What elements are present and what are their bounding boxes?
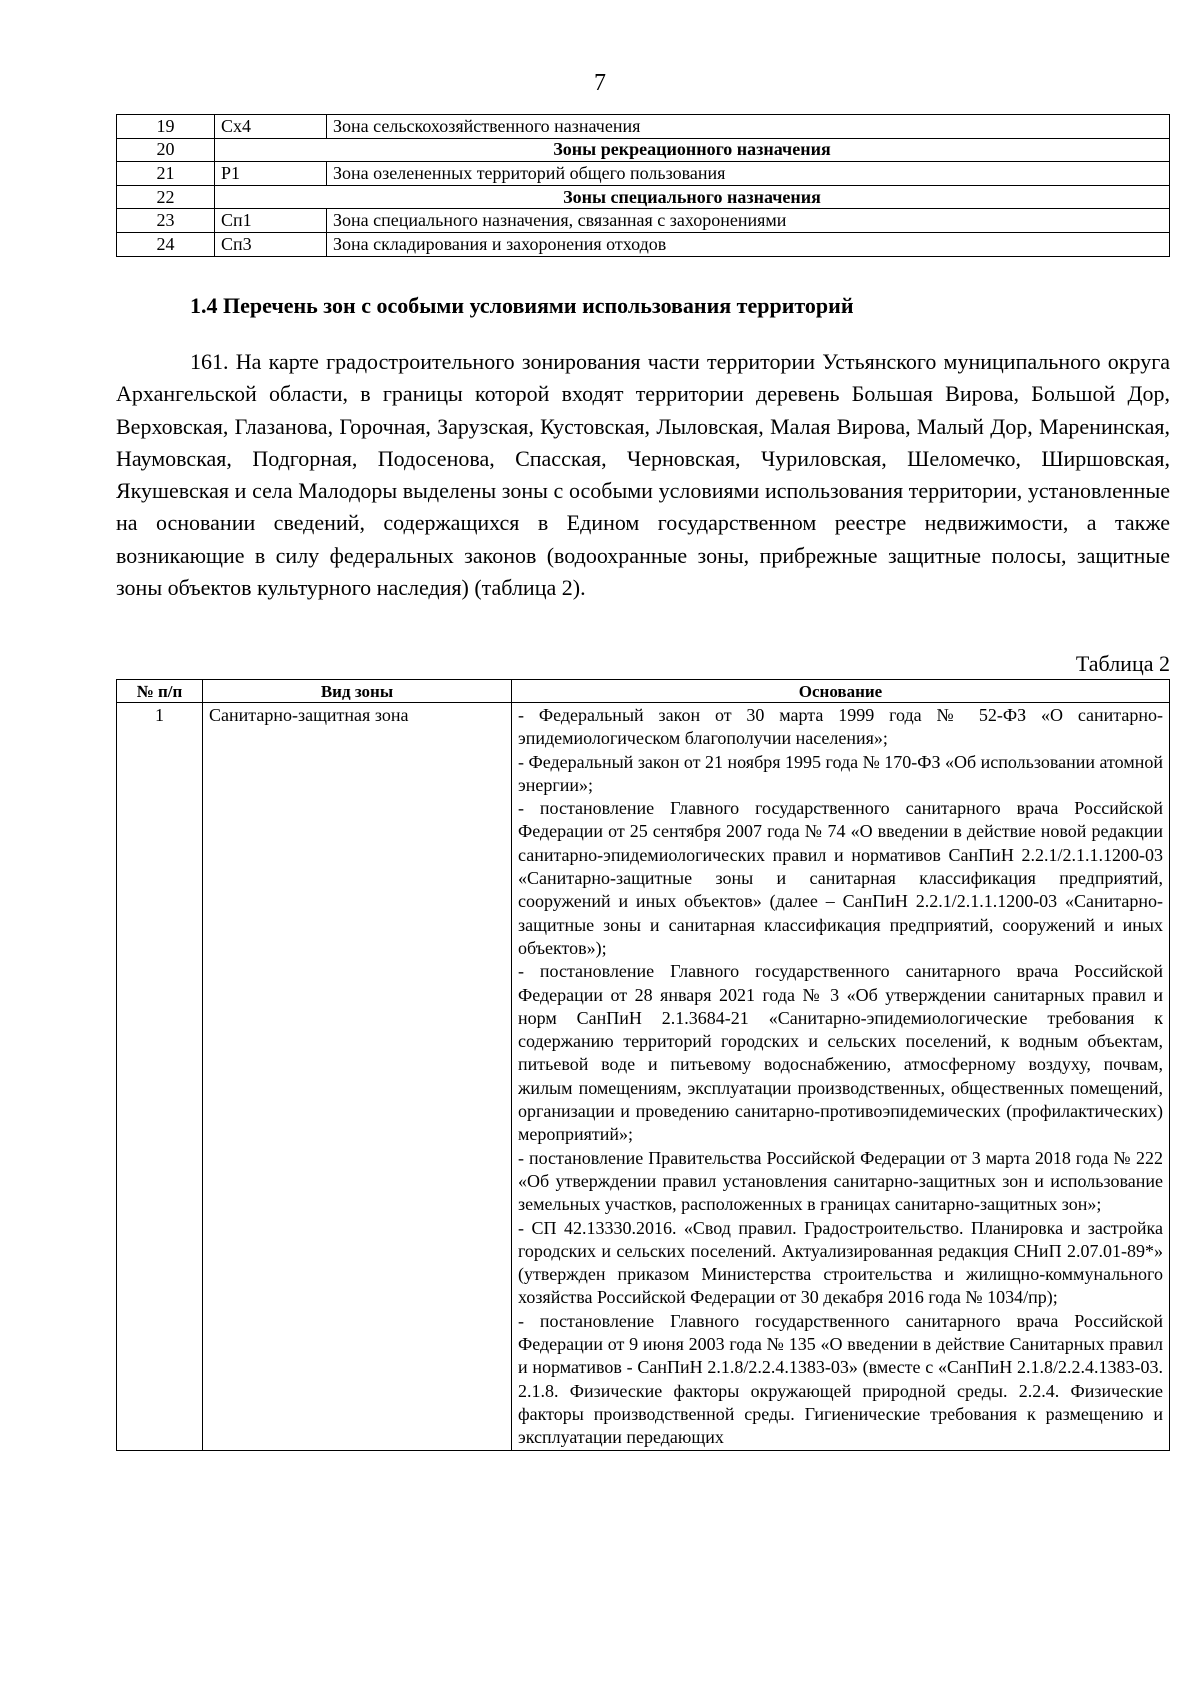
zone-name: Зона сельскохозяйственного назначения [327, 115, 1170, 139]
zones-table [116, 114, 1170, 257]
row-basis [512, 703, 1170, 1451]
table-row [117, 185, 1170, 209]
page-number: 7 [594, 70, 606, 96]
group-title: Зоны рекреационного назначения [215, 138, 1170, 162]
table-row [117, 703, 1170, 1451]
basis-item: - Федеральный закон от 30 марта 1999 года № 52-ФЗ «О санитарно-эпидемиологическом благополучии населения»; [518, 705, 1163, 749]
basis-item: - постановление Правительства Российской Федерации от 3 марта 2018 года № 222 «Об утверждении правил установления санитарно-защитных зон и использование земельных участков, расположенных в границах санитарно-защитных зон»; [518, 1147, 1163, 1215]
table-row [117, 232, 1170, 256]
basis-table [116, 679, 1170, 1451]
basis-item: - постановление Главного государственного санитарного врача Российской Федерации от 9 июня 2003 года № 135 «О введении в действие Санитарных правил и нормативов - СанПиН 2.1.8/2.2.4.1383-03» (вместе с «СанПиН 2.1.8/2.2.4.1383-03. 2.1.8. Физические факторы окружающей природной среды. 2.2.4. Физические факторы производственной среды. Гигиенические требования к размещению и эксплуатации передающих [518, 1310, 1163, 1448]
table-caption: Таблица 2 [1075, 651, 1170, 676]
row-number: 24 [117, 232, 215, 256]
row-zone-type: Санитарно-защитная зона [203, 703, 512, 1451]
basis-table-header-row [117, 680, 1170, 703]
group-title: Зоны специального назначения [215, 185, 1170, 209]
zone-code: Сп3 [215, 232, 327, 256]
table-row [117, 162, 1170, 186]
header-num: № п/п [117, 680, 203, 703]
section-heading: 1.4 Перечень зон с особыми условиями использования территорий [190, 293, 854, 318]
row-number: 22 [117, 185, 215, 209]
basis-item: - Федеральный закон от 21 ноября 1995 года № 170-ФЗ «Об использовании атомной энергии»; [518, 751, 1163, 795]
basis-item: - постановление Главного государственного санитарного врача Российской Федерации от 28 января 2021 года № 3 «Об утверждении санитарных правил и норм СанПиН 2.1.3684-21 «Санитарно-эпидемиологические требования к содержанию территорий городских и сельских поселений, к водным объектам, питьевой воде и питьевому водоснабжению, атмосферному воздуху, почвам, жилым помещениям, эксплуатации производственных, общественных помещений, организации и проведению санитарно-противоэпидемических (профилактических) мероприятий»; [518, 961, 1163, 1145]
row-num: 1 [117, 703, 203, 1451]
basis-item: - постановление Главного государственного санитарного врача Российской Федерации от 25 сентября 2007 года № 74 «О введении в действие новой редакции санитарно-эпидемиологических правил и нормативов СанПиН 2.2.1/2.1.1.1200-03 «Санитарно-защитные зоны и санитарная классификация предприятий, сооружений и иных объектов» (далее – СанПиН 2.2.1/2.1.1.1200-03 «Санитарно-защитные зоны и санитарная классификация предприятий, сооружений и иных объектов»); [518, 798, 1163, 958]
row-number: 19 [117, 115, 215, 139]
zone-name: Зона специального назначения, связанная с захоронениями [327, 209, 1170, 233]
table-row [117, 115, 1170, 139]
header-zone: Вид зоны [203, 680, 512, 703]
row-number: 21 [117, 162, 215, 186]
zone-name: Зона озелененных территорий общего пользования [327, 162, 1170, 186]
zones-table-body [117, 115, 1170, 257]
paragraph-161: 161. На карте градостроительного зонирования части территории Устьянского муниципального округа Архангельской области, в границы которой входят территории деревень Большая Вирова, Большой Дор, Верховская, Глазанова, Горочная, Зарузская, Кустовская, Лыловская, Малая Вирова, Малый Дор, Маренинская, Наумовская, Подгорная, Подосенова, Спасская, Черновская, Чуриловская, Шеломечко, Ширшовская, Якушевская и села Малодоры выделены зоны с особыми условиями использования территории, установленные на основании сведений, содержащихся в Едином государственном реестре недвижимости, а также возникающие в силу федеральных законов (водоохранные зоны, прибрежные защитные полосы, защитные зоны объектов культурного наследия) (таблица 2). [116, 349, 1170, 601]
zone-code: Сх4 [215, 115, 327, 139]
zone-name: Зона складирования и захоронения отходов [327, 232, 1170, 256]
table-row [117, 209, 1170, 233]
header-basis: Основание [512, 680, 1170, 703]
basis-item: - СП 42.13330.2016. «Свод правил. Градостроительство. Планировка и застройка городских и сельских поселений. Актуализированная редакция СНиП 2.07.01-89*» (утвержден приказом Министерства строительства и жилищно-коммунального хозяйства Российской Федерации от 30 декабря 2016 года № 1034/пр); [518, 1217, 1163, 1308]
row-number: 20 [117, 138, 215, 162]
zone-code: Сп1 [215, 209, 327, 233]
zone-code: Р1 [215, 162, 327, 186]
table-row [117, 138, 1170, 162]
row-number: 23 [117, 209, 215, 233]
